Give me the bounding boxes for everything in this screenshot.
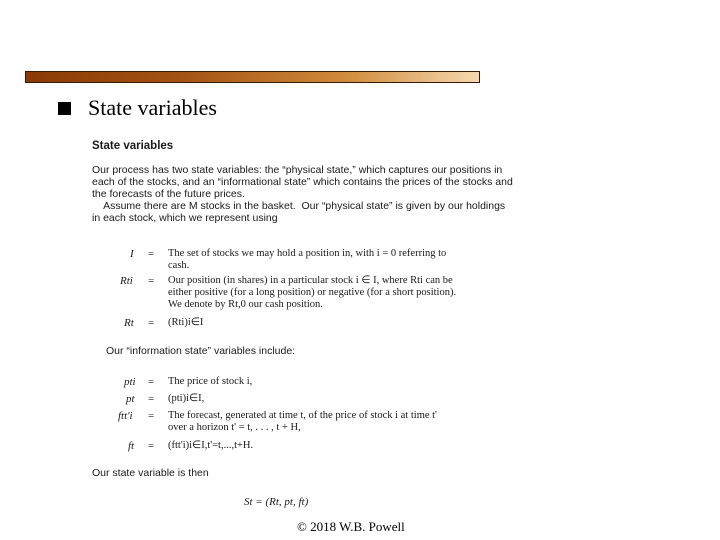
equals-sign: = bbox=[148, 393, 155, 405]
document-title: State variables bbox=[92, 140, 174, 152]
slide-heading: State variables bbox=[88, 95, 217, 120]
bullet-item bbox=[58, 95, 217, 121]
intro-line: in each stock, which we represent using bbox=[92, 212, 278, 224]
definition-symbol: I bbox=[130, 248, 134, 260]
definition-text: over a horizon t' = t, . . . , t + H, bbox=[168, 422, 301, 433]
definition-text: cash. bbox=[168, 260, 190, 271]
closing-text: Our state variable is then bbox=[92, 467, 209, 479]
definition-text: (ftt'i)i∈I,t'=t,...,t+H. bbox=[168, 440, 254, 451]
definition-text: (Rti)i∈I bbox=[168, 317, 204, 328]
equals-sign: = bbox=[148, 275, 155, 287]
equals-sign: = bbox=[148, 440, 155, 452]
equals-sign: = bbox=[148, 376, 155, 388]
definition-text: either positive (for a long position) or negative (for a short position). bbox=[168, 287, 457, 298]
definition-text: Our position (in shares) in a particular stock i ∈ I, where Rti can be bbox=[168, 275, 453, 286]
state-equation: St = (Rt, pt, ft) bbox=[244, 496, 309, 508]
definition-symbol: pt bbox=[126, 393, 135, 405]
equals-sign: = bbox=[148, 410, 155, 422]
definition-text: (pti)i∈I, bbox=[168, 393, 205, 404]
equals-sign: = bbox=[148, 317, 155, 329]
definition-text: The price of stock i, bbox=[168, 376, 253, 387]
definition-symbol: Rti bbox=[120, 275, 133, 287]
intro-line: each of the stocks, and an “informational state” which contains the prices of the stocks and bbox=[92, 176, 513, 188]
info-intro: Our “information state” variables include: bbox=[106, 345, 296, 357]
intro-line: the forecasts of the future prices. bbox=[92, 188, 245, 200]
copyright-footer: © 2018 W.B. Powell bbox=[297, 519, 405, 534]
equals-sign: = bbox=[148, 248, 155, 260]
title-accent-bar bbox=[25, 71, 480, 83]
definition-text: We denote by Rt,0 our cash position. bbox=[168, 299, 323, 310]
intro-line: Assume there are M stocks in the basket. Our “physical state” is given by our holdings bbox=[92, 200, 506, 212]
definition-symbol: ftt'i bbox=[118, 410, 133, 422]
square-bullet-icon bbox=[58, 102, 71, 115]
definition-text: The forecast, generated at time t, of the price of stock i at time t' bbox=[168, 410, 437, 421]
definition-symbol: pti bbox=[124, 376, 136, 388]
definition-text: The set of stocks we may hold a position in, with i = 0 referring to bbox=[168, 248, 447, 259]
definition-symbol: ft bbox=[128, 440, 135, 452]
intro-line: Our process has two state variables: the “physical state,” which captures our positions in bbox=[92, 164, 503, 176]
definition-symbol: Rt bbox=[124, 317, 134, 329]
